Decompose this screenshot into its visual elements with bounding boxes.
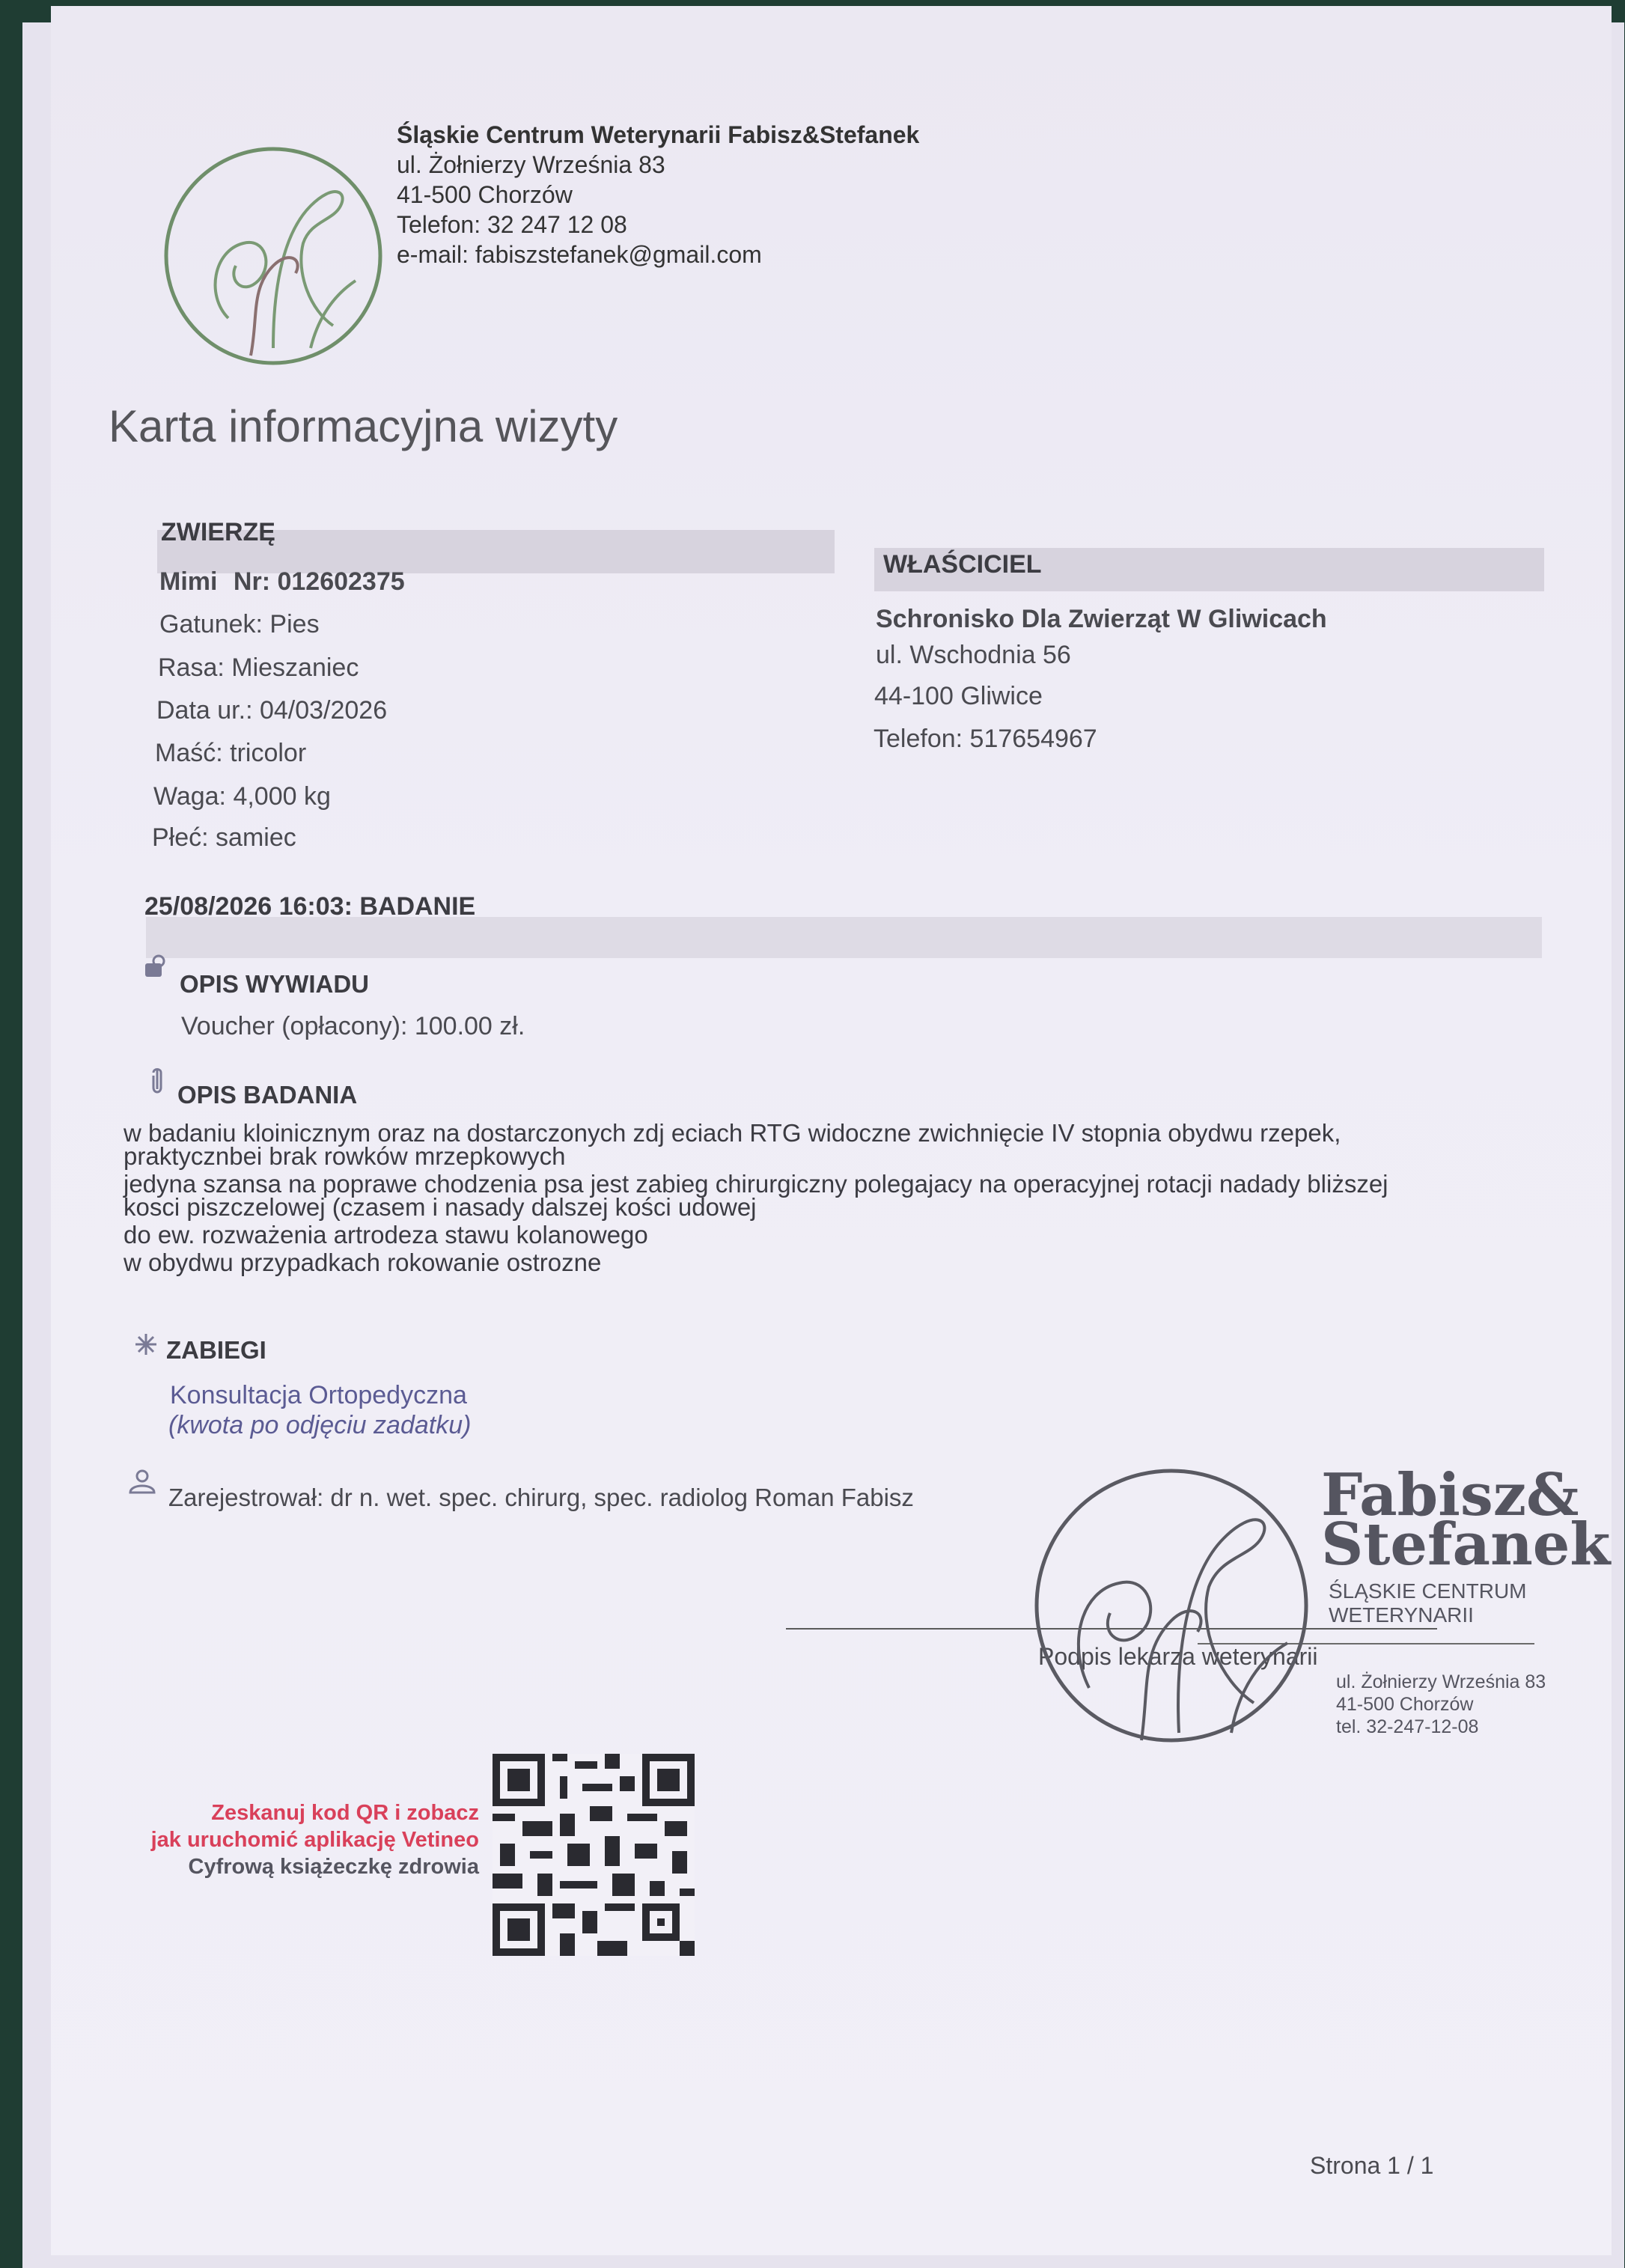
stamp-subtitle	[1329, 1579, 1527, 1627]
clinic-address-line2: 41-500 Chorzów	[397, 181, 573, 208]
stamp-brand	[1321, 1461, 1611, 1579]
exam-line: w obydwu przypadkach rokowanie ostrozne	[124, 1249, 602, 1276]
owner-street: ul. Wschodnia 56	[876, 641, 1071, 669]
visit-header: 25/08/2026 16:03: BADANIE	[144, 892, 476, 921]
animal-birth-date: Data ur.: 04/03/2026	[156, 696, 388, 725]
owner-name: Schronisko Dla Zwierząt W Gliwicach	[876, 605, 1327, 633]
stamp-addr-line2: 41-500 Chorzów	[1336, 1694, 1474, 1715]
procedures-label: ZABIEGI	[166, 1336, 266, 1364]
exam-line: kosci piszczelowej (czasem i nasady dalszej kości udowej	[124, 1193, 757, 1221]
owner-section-label: WŁAŚCICIEL	[883, 550, 1042, 579]
animal-nr-label: Nr:	[233, 567, 271, 596]
interview-label: OPIS WYWIADU	[180, 970, 369, 998]
user-icon	[127, 1469, 150, 1494]
qr-promo-line1: Zeskanuj kod QR i zobacz	[211, 1801, 479, 1825]
owner-phone: Telefon: 517654967	[874, 725, 1097, 753]
animal-coat: Maść: tricolor	[155, 739, 307, 767]
procedures-icon	[132, 1331, 155, 1356]
exam-line: praktycznbei brak rowków mrzepkowych	[124, 1142, 566, 1170]
page-number: Strona 1 / 1	[1310, 2152, 1434, 2179]
stamp-brand-line1: Fabisz&	[1321, 1461, 1579, 1529]
animal-breed: Rasa: Mieszaniec	[158, 653, 359, 682]
stamp-sub-line2: WETERYNARII	[1329, 1603, 1474, 1627]
stamp-addr-line1: ul. Żołnierzy Września 83	[1336, 1671, 1546, 1692]
document-title: Karta informacyjna wizyty	[109, 401, 618, 451]
clinic-stamp-icon	[1029, 1463, 1310, 1748]
clinic-header	[397, 120, 919, 269]
procedure-name: Konsultacja Ortopedyczna	[170, 1381, 467, 1409]
clinic-address-line1: ul. Żołnierzy Września 83	[397, 151, 665, 178]
owner-city: 44-100 Gliwice	[874, 682, 1043, 710]
procedure-note: (kwota po odjęciu zadatku)	[168, 1411, 472, 1439]
signature-label: Podpis lekarza weterynarii	[1038, 1643, 1318, 1670]
clinic-email: e-mail: fabiszstefanek@gmail.com	[397, 241, 762, 268]
qr-code-icon[interactable]	[493, 1753, 695, 1957]
clinic-phone: Telefon: 32 247 12 08	[397, 211, 627, 238]
animal-sex: Płeć: samiec	[152, 823, 296, 852]
stamp-brand-line2: Stefanek	[1321, 1511, 1611, 1579]
clinic-name: Śląskie Centrum Weterynarii Fabisz&Stefanek	[397, 121, 920, 148]
animal-name-row	[159, 567, 405, 597]
animal-nr-value: 012602375	[277, 567, 405, 596]
animal-name: Mimi	[159, 567, 218, 596]
clinic-logo-icon	[161, 146, 385, 367]
exam-line: do ew. rozważenia artrodeza stawu kolanowego	[124, 1221, 648, 1249]
exam-label: OPIS BADANIA	[177, 1081, 358, 1109]
exam-line: jedyna szansa na poprawe chodzenia psa jest zabieg chirurgiczny polegajacy na operacyjnej rotacji nadady bliższej	[124, 1170, 1388, 1198]
qr-promo-line3: Cyfrową książeczkę zdrowia	[188, 1855, 479, 1879]
exam-icon	[150, 1067, 172, 1092]
interview-icon	[142, 954, 165, 980]
exam-line: w badaniu kloinicznym oraz na dostarczonych zdj eciach RTG widoczne zwichnięcie IV stopnia obydwu rzepek,	[124, 1119, 1341, 1147]
animal-species: Gatunek: Pies	[159, 610, 320, 638]
visit-bar	[146, 917, 1542, 958]
stamp-sub-line1: ŚLĄSKIE CENTRUM	[1329, 1579, 1527, 1603]
interview-text: Voucher (opłacony): 100.00 zł.	[181, 1012, 525, 1040]
qr-promo-text	[37, 1799, 479, 1880]
exam-text	[124, 1119, 1546, 1276]
stamp-addr-line3: tel. 32-247-12-08	[1336, 1716, 1479, 1737]
animal-section-label: ZWIERZĘ	[161, 518, 275, 546]
animal-weight: Waga: 4,000 kg	[153, 782, 331, 811]
qr-promo-line2: jak uruchomić aplikację Vetineo	[150, 1828, 479, 1852]
stamp-address	[1336, 1671, 1546, 1738]
registered-by: Zarejestrował: dr n. wet. spec. chirurg, spec. radiolog Roman Fabisz	[168, 1484, 914, 1511]
